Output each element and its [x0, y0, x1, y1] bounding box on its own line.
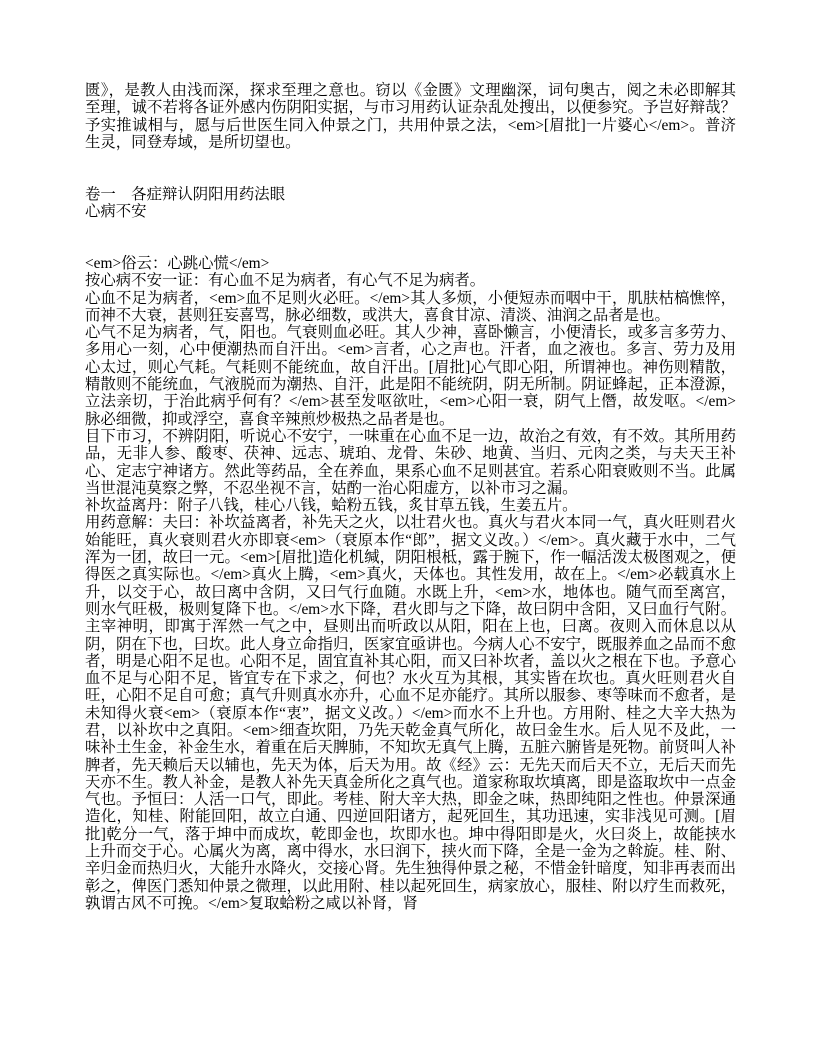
paragraph-heart-blood-deficiency: 心血不足为病者，<em>血不足则火必旺。</em>其人多烦，小便短赤而咽中干，肌肤枯槁憔悴，而神不大衰，甚则狂妄喜骂，脉必细数，或洪大，喜食甘凉、清淡、油润之品者是也。: [85, 289, 736, 324]
paragraph-market-practice-critique: 目下市习，不辨阴阳，听说心不安宁，一味重在心血不足一边，故治之有效，有不效。其所用药品，无非人参、酸枣、茯神、远志、琥珀、龙骨、朱砂、地黄、当归、元肉之类，与夫天王补心、定志宁神诸方。然此等药品，全在养血，果系心血不足则甚宜。若系心阳衰败则不当。此属当世混沌莫察之弊，不忍坐视不言，姑酌一治心阳虚方，以补市习之漏。: [85, 427, 736, 497]
formula-line: 补坎益离丹：附子八钱，桂心八钱，蛤粉五钱，炙甘草五钱，生姜五片。: [85, 497, 578, 515]
common-name-annotation: <em>俗云：心跳心慌</em>: [85, 254, 270, 272]
volume-heading: 卷一 各症辩认阴阳用药法眼: [85, 185, 286, 203]
section-heading: 心病不安: [85, 203, 147, 221]
paragraph-heart-qi-deficiency: 心气不足为病者，气，阳也。气衰则血必旺。其人少神，喜卧懒言，小便清长，或多言多劳力、多用心一刻，心中便潮热而自汗出。<em>言者，心之声也。汗者，血之液也。多言、劳力及用心太过，则心气耗。气耗则不能统血，故自汗出。[眉批]心气即心阳，所谓神也。神伤则精散，精散则不能统血，气液脱而为潮热、自汗，此是阳不能统阴，阴无所制。阴证蜂起，正本澄源，立法亲切，于治此病乎何有？</em>甚至发呕欲吐，<em>心阳一衰，阴气上僭，故发呕。</em>脉必细微，抑或浮空，喜食辛辣煎炒极热之品者是也。: [85, 324, 736, 428]
paragraph-preface-continuation: 匮》，是教人由浅而深，探求至理之意也。窃以《金匮》文理幽深，词句奥古，阅之未必即解其至理，诚不若将各证外感内伤阴阳实据，与市习用药认证杂乱处搜出，以便参究。予岂好辩哉？予实推诚相与，愿与后世医生同入仲景之门，共用仲景之法，<em>[眉批]一片婆心</em>。普济生灵，同登寿域，是所切望也。: [85, 82, 736, 151]
paragraph-medicine-rationale: 用药意解：夫曰：补坎益离者，补先天之火，以壮君火也。真火与君火本同一气，真火旺则君火始能旺，真火衰则君火亦即衰<em>（衰原本作“郎”，据文义改。）</em>。真火藏于水中，二气浑为一团，故曰一元。<em>[眉批]造化机缄，阴阳根柢，露于腕下，作一幅活泼太极图观之，便得医之真实际也。</em>真火上腾，<em>真火，天体也。其性发用，故在上。</em>必载真水上升，以交于心，故曰离中含阴，又曰气行血随。水既上升，<em>水，地体也。随气而至离宫，则水气旺极，极则复降下也。</em>水下降，君火即与之下降，故曰阴中含阳，又曰血行气附。主宰神明，即寓于浑然一气之中，昼则出而听政以从阳，阳在上也，曰离。夜则入而休息以从阴，阴在下也，曰坎。此人身立命指归，医家宜亟讲也。今病人心不安宁，既服养血之品而不愈者，明是心阳不足也。心阳不足，固宜直补其心阳，而又曰补坎者，盖以火之根在下也。予意心血不足与心阳不足，皆宜专在下求之，何也？水火互为其根，其实皆在坎也。真火旺则君火自旺，心阳不足自可愈；真气升则真水亦升，心血不足亦能疗。其所以服参、枣等味而不愈者，是未知得火衰<em>（衰原本作“衷”，据文义改。）</em>而水不上升也。方用附、桂之大辛大热为君，以补坎中之真阳。<em>细查坎阳，乃先天乾金真气所化，故曰金生水。后人见不及此，一味补土生金，补金生水，着重在后天脾肺，不知坎无真气上腾，五脏六腑皆是死物。前贤叫人补脾者，先天赖后天以辅也，先天为体，后天为用。故《经》云：无先天而后天不立，无后天而先天亦不生。教人补金，是教人补先天真金所化之真气也。道家称取坎填离，即是盗取坎中一点金气也。予恒曰：人活一口气，即此。考桂、附大辛大热，即金之味，热即纯阳之性也。仲景深通造化，知桂、附能回阳，故立白通、四逆回阳诸方，起死回生，其功迅速，实非浅见可测。[眉批]乾分一气，落于坤中而成坎，乾即金也，坎即水也。坤中得阳即是火，火曰炎上，故能挟水上升而交于心。心属火为离，离中得水，水曰润下，挟火而下降，全是一金为之斡旋。桂、附、辛归金而热归火，大能升水降火，交接心肾。先生独得仲景之秘，不惜金针暗度，知非再表而出彰之，俾医门悉知仲景之微理，以此用附、桂以起死回生，病家放心，服桂、附以疗生而救死，孰谓古风不可挽。</em>复取蛤粉之咸以补肾，肾: [85, 514, 736, 912]
syndrome-overview: 按心病不安一证：有心血不足为病者，有心气不足为病者。: [85, 272, 486, 290]
